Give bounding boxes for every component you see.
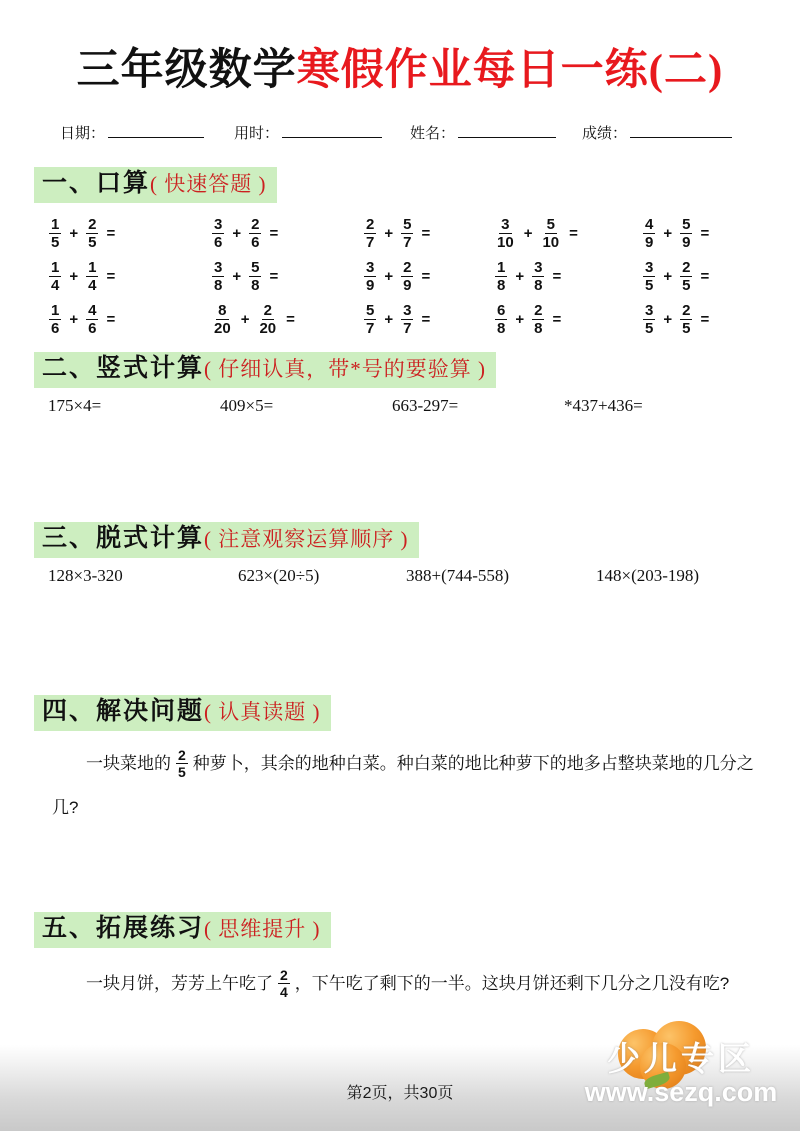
fraction-numerator: 2: [682, 258, 691, 276]
fraction-numerator: 1: [497, 258, 506, 276]
fraction: [495, 260, 507, 294]
fraction-denominator: 7: [366, 320, 375, 337]
equals-sign: =: [552, 268, 562, 285]
fraction: [540, 217, 561, 251]
time-label: 用时：: [234, 125, 280, 142]
fraction: [249, 217, 261, 251]
fraction-denominator: 10: [542, 234, 560, 251]
fraction-denominator: 5: [682, 320, 691, 337]
fraction-denominator: 4: [280, 984, 288, 1001]
equals-sign: =: [286, 311, 295, 328]
extension-problem-part-1: 一块月饼，芳芳上午吃了: [86, 974, 273, 993]
section-note: ( 认真读题 ): [204, 700, 321, 724]
fraction-denominator: 5: [51, 234, 60, 251]
fraction: [364, 260, 376, 294]
fraction: [401, 217, 413, 251]
operator: +: [384, 311, 394, 328]
fraction-numerator: 2: [403, 258, 412, 276]
word-problem-part-1: 一块菜地的: [86, 754, 171, 773]
score-field: [582, 122, 732, 143]
equals-sign: =: [421, 311, 431, 328]
fraction-numerator: 2: [534, 301, 543, 319]
fraction-denominator: 5: [682, 277, 691, 294]
oral-math-item: [211, 260, 363, 294]
fraction: [680, 260, 692, 294]
date-label: 日期：: [60, 125, 106, 142]
fraction-numerator: 2: [366, 215, 375, 233]
watermark-url: www.sezq.com: [584, 1077, 778, 1107]
word-problem-text: [52, 742, 762, 830]
oral-math-item: [494, 217, 642, 251]
fraction-numerator: 2: [251, 215, 260, 233]
section-heading-vertical-math: [34, 352, 496, 388]
fraction-denominator: 20: [214, 320, 231, 337]
operator: +: [515, 268, 525, 285]
fraction: [364, 217, 376, 251]
title-theme: 寒假作业每日一练(二): [296, 47, 724, 94]
section-number: 三、: [42, 525, 97, 552]
fraction-denominator: 6: [214, 234, 223, 251]
equals-sign: =: [421, 268, 431, 285]
fraction-numerator: 5: [251, 258, 260, 276]
expression-math-item: 388+(744-558): [406, 566, 510, 585]
fraction-numerator: 5: [682, 215, 691, 233]
oral-math-item: [211, 217, 363, 251]
oral-math-item: [211, 303, 363, 337]
score-blank[interactable]: [630, 124, 732, 138]
section-note: ( 仔细认真，带*号的要验算 ): [204, 357, 487, 381]
oral-math-item: [494, 303, 642, 337]
oral-math-item: [642, 303, 768, 337]
vertical-math-item: 409×5=: [220, 396, 274, 415]
section-title: 拓展练习: [96, 915, 205, 942]
fraction-denominator: 10: [497, 234, 514, 251]
title-subject: 三年级数学: [76, 47, 297, 94]
operator: +: [69, 225, 79, 242]
score-label: 成绩：: [582, 125, 628, 142]
watermark-brand: 少儿专区: [607, 1040, 755, 1077]
fraction: [401, 260, 413, 294]
fraction-numerator: 1: [51, 258, 60, 276]
fraction-denominator: 9: [682, 234, 691, 251]
fraction-numerator: 3: [501, 215, 510, 233]
fraction-numerator: 3: [214, 215, 223, 233]
fraction-denominator: 6: [88, 320, 97, 337]
fraction-denominator: 8: [497, 320, 506, 337]
vertical-math-row: [48, 396, 778, 416]
fraction-numerator: 8: [218, 301, 227, 319]
name-field: [410, 122, 556, 143]
fraction: [643, 260, 655, 294]
section-number: 二、: [42, 355, 97, 382]
operator: +: [384, 225, 394, 242]
fraction: [278, 968, 290, 1000]
fraction-numerator: 2: [263, 301, 272, 319]
equals-sign: =: [106, 225, 116, 242]
fraction-numerator: 5: [403, 215, 412, 233]
section-note: ( 思维提升 ): [204, 917, 321, 941]
section-title: 脱式计算: [96, 525, 205, 552]
fraction: [86, 303, 98, 337]
name-blank[interactable]: [458, 124, 556, 138]
fraction-numerator: 5: [366, 301, 375, 319]
oral-math-row: [48, 298, 768, 341]
equals-sign: =: [700, 268, 710, 285]
time-blank[interactable]: [282, 124, 382, 138]
section-note: ( 注意观察运算顺序 ): [204, 527, 409, 551]
fraction: [212, 303, 233, 337]
equals-sign: =: [269, 225, 279, 242]
equals-sign: =: [421, 225, 431, 242]
fraction-numerator: 3: [534, 258, 543, 276]
fraction-denominator: 20: [259, 320, 277, 337]
fraction-numerator: 3: [366, 258, 375, 276]
fraction: [86, 217, 98, 251]
fraction: [49, 217, 61, 251]
fraction: [643, 303, 655, 337]
fraction-numerator: 3: [214, 258, 223, 276]
section-note: ( 快速答题 ): [150, 172, 267, 196]
fraction-denominator: 7: [366, 234, 375, 251]
fraction-denominator: 7: [403, 234, 412, 251]
section-title: 解决问题: [96, 698, 205, 725]
fraction: [176, 748, 188, 780]
section-heading-extension: [34, 912, 331, 948]
fraction-denominator: 5: [178, 764, 186, 781]
fraction-numerator: 1: [51, 301, 60, 319]
fraction: [364, 303, 376, 337]
section-number: 五、: [42, 915, 97, 942]
operator: +: [663, 268, 673, 285]
equals-sign: =: [569, 225, 578, 242]
oral-math-item: [48, 217, 211, 251]
oral-math-item: [494, 260, 642, 294]
fraction-denominator: 5: [645, 277, 654, 294]
page-number: 第2页，共30页: [346, 1085, 454, 1102]
expression-math-item: 623×(20÷5): [238, 566, 320, 585]
fraction: [49, 303, 61, 337]
equals-sign: =: [552, 311, 562, 328]
operator: +: [515, 311, 525, 328]
fraction-numerator: 2: [280, 966, 288, 983]
fraction-denominator: 9: [366, 277, 375, 294]
oral-math-item: [48, 260, 211, 294]
section-title: 口算: [96, 170, 151, 197]
fraction-denominator: 4: [51, 277, 60, 294]
section-heading-word-problem: [34, 695, 331, 731]
vertical-math-item: 663-297=: [392, 396, 459, 415]
fraction-numerator: 3: [403, 301, 412, 319]
operator: +: [69, 311, 79, 328]
fraction-numerator: 4: [88, 301, 97, 319]
fraction: [257, 303, 278, 337]
fraction-denominator: 8: [534, 277, 543, 294]
name-label: 姓名：: [410, 125, 456, 142]
fraction: [680, 303, 692, 337]
equals-sign: =: [106, 311, 116, 328]
oral-math-item: [363, 260, 494, 294]
operator: +: [69, 268, 79, 285]
equals-sign: =: [700, 225, 710, 242]
operator: +: [232, 225, 242, 242]
word-problem-part-2: 种萝卜，其余的地种白菜。种白菜的地比种萝下的地多占整块菜地的几分之几?: [52, 754, 754, 817]
expression-math-item: 148×(203-198): [596, 566, 700, 585]
section-heading-expression-math: [34, 522, 419, 558]
section-number: 四、: [42, 698, 97, 725]
fraction-denominator: 5: [645, 320, 654, 337]
vertical-math-item: *437+436=: [564, 396, 643, 415]
fraction-numerator: 5: [546, 215, 555, 233]
page-title: [0, 36, 800, 97]
fraction-denominator: 7: [403, 320, 412, 337]
equals-sign: =: [106, 268, 116, 285]
fraction: [495, 303, 507, 337]
extension-problem-part-2: ，下午吃了剩下的一半。这块月饼还剩下几分之几没有吃?: [294, 974, 730, 993]
fraction: [680, 217, 692, 251]
section-number: 一、: [42, 170, 97, 197]
fraction-numerator: 6: [497, 301, 506, 319]
oral-math-row: [48, 255, 768, 298]
section-title: 竖式计算: [96, 355, 205, 382]
oral-math-grid: [48, 212, 768, 341]
equals-sign: =: [700, 311, 710, 328]
expression-math-item: 128×3-320: [48, 566, 123, 585]
extension-problem-text: [52, 962, 762, 1006]
date-blank[interactable]: [108, 124, 204, 138]
fraction-denominator: 9: [403, 277, 412, 294]
fraction: [212, 260, 224, 294]
fraction-denominator: 6: [51, 320, 60, 337]
fraction-denominator: 8: [214, 277, 223, 294]
oral-math-row: [48, 212, 768, 255]
fraction: [86, 260, 98, 294]
watermark: [576, 1021, 786, 1125]
student-info-row: [60, 122, 760, 143]
oral-math-item: [48, 303, 211, 337]
fraction-denominator: 8: [251, 277, 260, 294]
oral-math-item: [363, 303, 494, 337]
oral-math-item: [642, 217, 768, 251]
fraction-numerator: 3: [645, 258, 654, 276]
fraction: [249, 260, 261, 294]
fraction-denominator: 5: [88, 234, 97, 251]
fraction: [401, 303, 413, 337]
fraction: [495, 217, 516, 251]
fraction: [49, 260, 61, 294]
fraction: [643, 217, 655, 251]
fraction-numerator: 1: [51, 215, 60, 233]
fraction-numerator: 3: [645, 301, 654, 319]
operator: +: [663, 225, 673, 242]
operator: +: [663, 311, 673, 328]
equals-sign: =: [269, 268, 279, 285]
fraction-numerator: 1: [88, 258, 97, 276]
fraction: [532, 303, 544, 337]
oral-math-item: [363, 217, 494, 251]
fraction-denominator: 4: [88, 277, 97, 294]
fraction-denominator: 8: [497, 277, 506, 294]
fraction-numerator: 2: [178, 746, 186, 763]
fraction: [532, 260, 544, 294]
fraction-denominator: 6: [251, 234, 260, 251]
fraction: [212, 217, 224, 251]
operator: +: [384, 268, 394, 285]
oral-math-item: [642, 260, 768, 294]
fraction-denominator: 9: [645, 234, 654, 251]
fraction-numerator: 2: [88, 215, 97, 233]
operator: +: [240, 311, 250, 328]
operator: +: [232, 268, 242, 285]
time-field: [234, 122, 382, 143]
section-heading-oral-math: [34, 167, 277, 203]
expression-math-row: [48, 566, 788, 586]
fraction-numerator: 4: [645, 215, 654, 233]
vertical-math-item: 175×4=: [48, 396, 102, 415]
fraction-numerator: 2: [682, 301, 691, 319]
operator: +: [523, 225, 533, 242]
fraction-denominator: 8: [534, 320, 543, 337]
date-field: [60, 122, 204, 143]
